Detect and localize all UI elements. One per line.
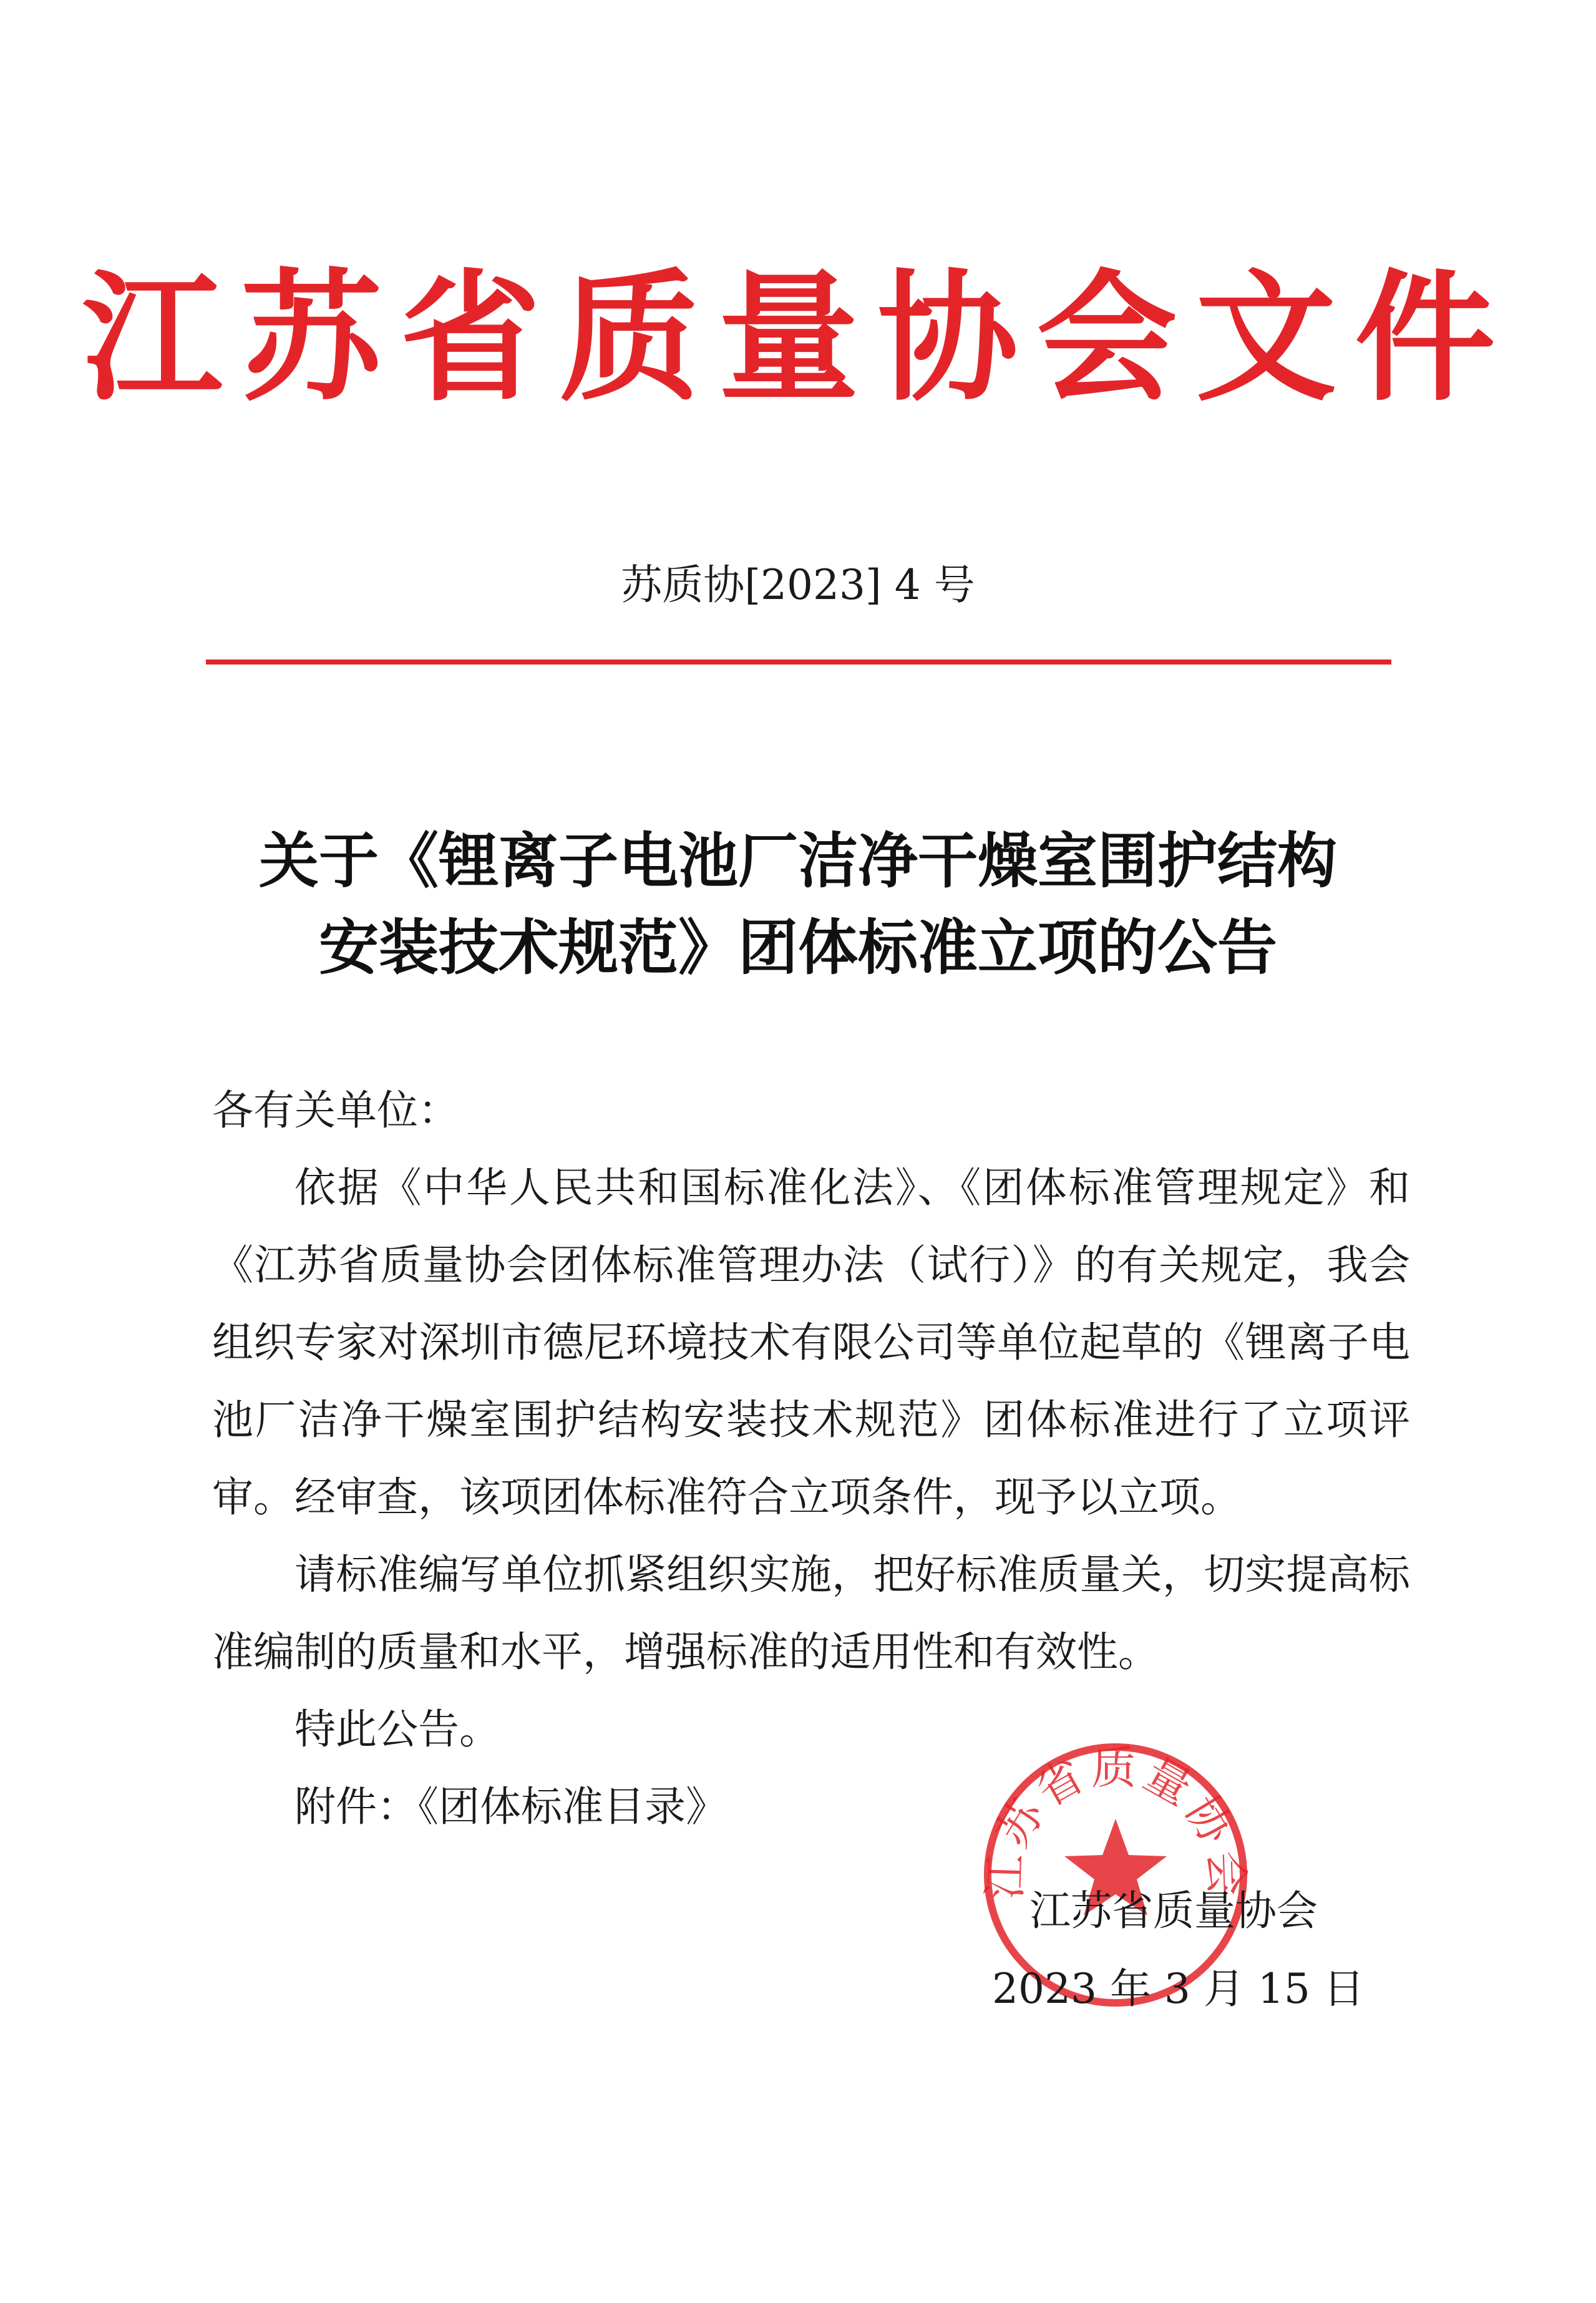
document-header-title: 江苏省质量协会文件: [82, 256, 1514, 421]
signature-block: [973, 1741, 1410, 2034]
body-paragraph-closing: 特此公告。: [294, 1705, 500, 1753]
body-paragraph-basis: 依据《中华人民共和国标准化法》、《团体标准管理规定》和《江苏省质量协会团体标准管理办法（试行）》的有关规定，我会组织专家对深圳市德尼环境技术有限公司等单位起草的《锂离子电池厂洁净干燥室围护结构安装技术规范》团体标准进行了立项评审。经审查，该项团体标准符合立项条件，现予以立项。: [212, 1164, 1410, 1521]
title-line-1: 关于《锂离子电池厂洁净干燥室围护结构: [259, 825, 1337, 896]
body-paragraph-attachment: 附件：《团体标准目录》: [294, 1783, 727, 1831]
body-paragraph-request: 请标准编写单位抓紧组织实施，把好标准质量关，切实提高标准编制的质量和水平，增强标准的适用性和有效性。: [212, 1551, 1410, 1676]
signature-date: 2023 年 3 月 15 日: [992, 1965, 1365, 2013]
title-line-2: 安装技术规范》团体标准立项的公告: [319, 912, 1277, 983]
document-number: 苏质协[2023] 4 号: [621, 561, 975, 609]
document-body: [212, 1072, 1410, 1846]
salutation: 各有关单位：: [212, 1086, 459, 1134]
seal-text: 江苏省质量协会: [978, 1741, 1253, 1901]
red-divider-line: [206, 660, 1391, 665]
signature-organization: 江苏省质量协会: [1029, 1887, 1318, 1935]
announcement-title: [0, 817, 1596, 991]
